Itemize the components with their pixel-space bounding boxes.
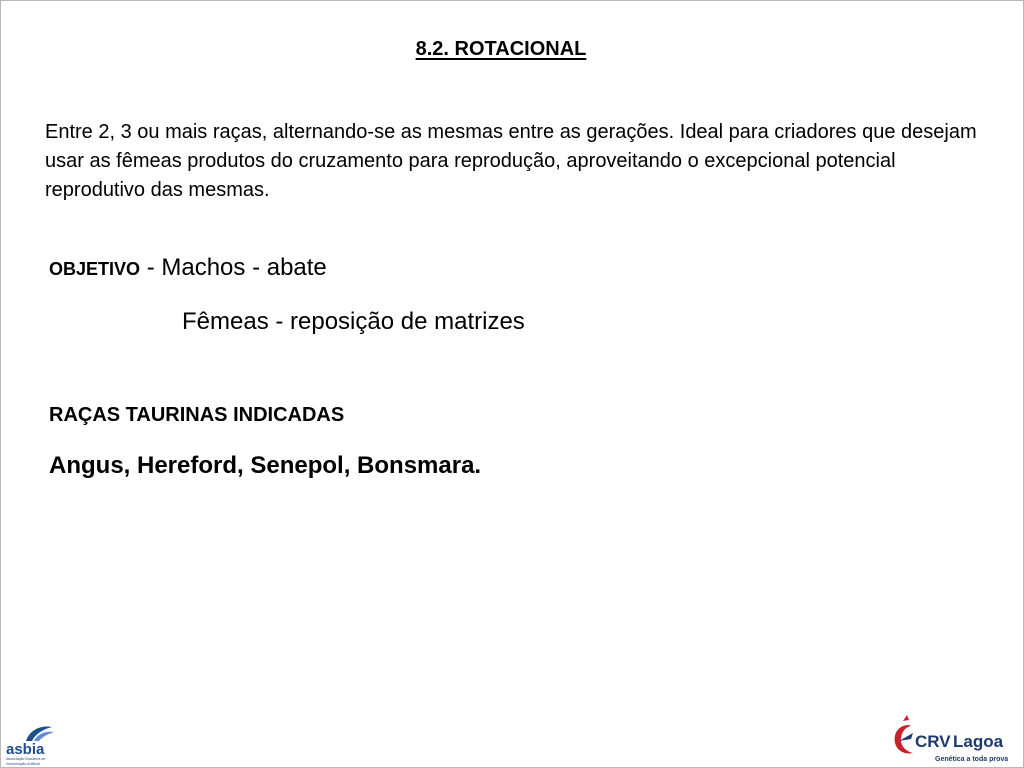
objective-label: OBJETIVO: [49, 259, 141, 279]
crv-tagline: Genética a toda prova: [935, 756, 1009, 763]
asbia-subtitle-2: Inseminação Artificial: [6, 762, 40, 766]
objective-females: Fêmeas - reposição de matrizes: [182, 308, 525, 335]
asbia-subtitle-1: Associação Brasileira de: [6, 757, 46, 761]
slide-title: 8.2. ROTACIONAL: [415, 38, 587, 60]
intro-paragraph: Entre 2, 3 ou mais raças, alternando-se as mesmas entre as gerações. Ideal para criadores que desejam usar as fêmeas produtos do cruzamento para reprodução, aproveitando o excepcional potencial reprodutivo das mesmas.: [45, 121, 977, 201]
asbia-wordmark: asbia: [6, 741, 45, 758]
asbia-swoosh-icon: [26, 727, 54, 741]
breeds-list: Angus, Hereford, Senepol, Bonsmara.: [49, 452, 482, 479]
breeds-heading: RAÇAS TAURINAS INDICADAS: [49, 404, 345, 426]
crv-wordmark: CRV: [915, 732, 951, 751]
objective-line: [49, 254, 327, 282]
crv-lagoa-logo: [889, 711, 1019, 767]
crv-mark-icon: [895, 715, 913, 754]
lagoa-wordmark: Lagoa: [953, 732, 1004, 751]
asbia-logo: [4, 723, 60, 767]
objective-males: - Machos - abate: [140, 254, 327, 281]
